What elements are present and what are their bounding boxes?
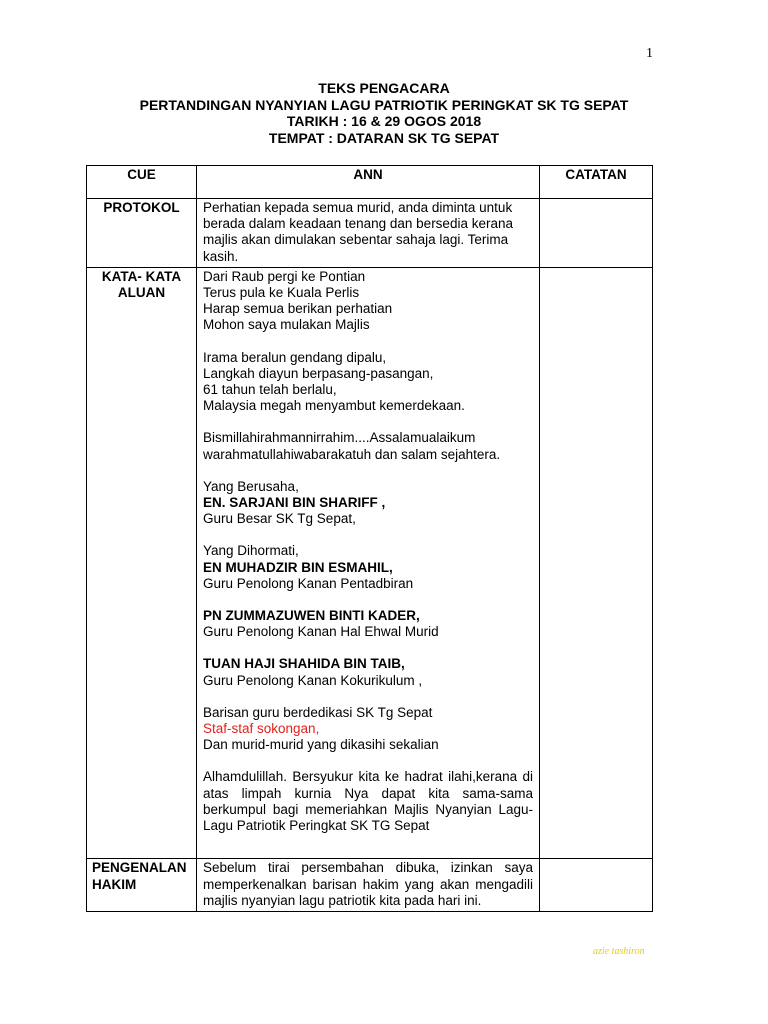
catatan-cell bbox=[540, 267, 653, 858]
cue-label-line2: HAKIM bbox=[92, 876, 137, 892]
audience-line-highlight: Staf-staf sokongan, bbox=[203, 721, 320, 737]
header-event: PERTANDINGAN NYANYIAN LAGU PATRIOTIK PERINGKAT SK TG SEPAT bbox=[139, 96, 629, 113]
header-venue: TEMPAT : DATARAN SK TG SEPAT bbox=[268, 129, 500, 146]
salam-line: Bismillahirahmannirrahim....Assalamualaikum bbox=[203, 430, 476, 446]
vip-greeting: Yang Berusaha, bbox=[203, 478, 299, 494]
pantun-line: Malaysia megah menyambut kemerdekaan. bbox=[203, 398, 465, 414]
audience-line: Dan murid-murid yang dikasihi sekalian bbox=[203, 737, 439, 753]
closing-paragraph bbox=[203, 769, 533, 834]
table-row bbox=[87, 199, 653, 268]
pantun-line: Langkah diayun berpasang-pasangan, bbox=[203, 365, 434, 381]
column-header-catatan: CATATAN bbox=[540, 166, 653, 199]
vip-title: Guru Besar SK Tg Sepat, bbox=[203, 511, 356, 527]
audience-greeting bbox=[203, 705, 533, 754]
cue-label-line1: KATA- KATA bbox=[101, 268, 182, 284]
pantun-line: 61 tahun telah berlalu, bbox=[203, 382, 337, 398]
ann-pengenalan-hakim-text: Sebelum tirai persembahan dibuka, izinkan saya memperkenalkan barisan hakim yang akan mengadili majlis nyanyian lagu patriotik kita pada hari ini. bbox=[203, 860, 533, 908]
ann-protokol bbox=[197, 199, 540, 268]
pantun-line: Dari Raub pergi ke Pontian bbox=[203, 268, 366, 284]
document-header bbox=[0, 80, 768, 146]
vip-gpk-pentadbiran bbox=[203, 543, 533, 592]
cue-kata-kata-aluan bbox=[87, 267, 197, 858]
author-signature: azie tashiron bbox=[593, 946, 645, 957]
audience-line: Barisan guru berdedikasi SK Tg Sepat bbox=[203, 704, 433, 720]
table-row bbox=[87, 267, 653, 858]
catatan-cell bbox=[540, 859, 653, 912]
column-header-cue: CUE bbox=[87, 166, 197, 199]
cue-label-line2: ALUAN bbox=[117, 285, 166, 301]
ann-kata-kata-aluan bbox=[197, 267, 540, 858]
pantun-line: Harap semua berikan perhatian bbox=[203, 301, 393, 317]
column-header-ann: ANN bbox=[197, 166, 540, 199]
vip-name: EN MUHADZIR BIN ESMAHIL, bbox=[203, 559, 393, 575]
header-date: TARIKH : 16 & 29 OGOS 2018 bbox=[286, 113, 482, 129]
pantun-line: Terus pula ke Kuala Perlis bbox=[203, 285, 360, 301]
vip-gpk-kokurikulum bbox=[203, 656, 533, 688]
vip-guru-besar bbox=[203, 479, 533, 528]
pantun-line: Irama beralun gendang dipalu, bbox=[203, 349, 387, 365]
ann-pengenalan-hakim bbox=[197, 859, 540, 912]
pantun-2 bbox=[203, 350, 533, 415]
closing-text: Alhamdulillah. Bersyukur kita ke hadrat ilahi,kerana di atas limpah kurnia Nya dapat kita sama-sama berkumpul bagi memeriahkan Majlis Nyanyian Lagu-Lagu Patriotik Peringkat SK TG Sepat bbox=[203, 769, 533, 834]
table-row bbox=[87, 859, 653, 912]
vip-name: TUAN HAJI SHAHIDA BIN TAIB, bbox=[203, 656, 405, 672]
salam-greeting bbox=[203, 430, 533, 462]
table-header-row bbox=[87, 166, 653, 199]
salam-line: warahmatullahiwabarakatuh dan salam sejahtera. bbox=[203, 446, 501, 462]
cue-pengenalan-hakim bbox=[87, 859, 197, 912]
vip-name: EN. SARJANI BIN SHARIFF , bbox=[203, 495, 386, 511]
cue-label-line1: PENGENALAN bbox=[92, 860, 187, 876]
vip-title: Guru Penolong Kanan Pentadbiran bbox=[203, 575, 414, 591]
cue-protokol: PROTOKOL bbox=[87, 199, 197, 268]
header-title: TEKS PENGACARA bbox=[318, 80, 450, 96]
ann-protokol-text: Perhatian kepada semua murid, anda diminta untuk berada dalam keadaan tenang dan bersedia kerana majlis akan dimulakan sebentar sahaja lagi. Terima kasih. bbox=[203, 200, 513, 264]
pantun-line: Mohon saya mulakan Majlis bbox=[203, 317, 370, 333]
vip-title: Guru Penolong Kanan Hal Ehwal Murid bbox=[203, 624, 439, 640]
vip-title: Guru Penolong Kanan Kokurikulum , bbox=[203, 672, 423, 688]
script-table bbox=[86, 165, 653, 912]
page-number: 1 bbox=[646, 46, 653, 61]
vip-name: PN ZUMMAZUWEN BINTI KADER, bbox=[203, 608, 420, 624]
catatan-cell bbox=[540, 199, 653, 268]
pantun-1 bbox=[203, 269, 533, 334]
vip-gpk-hem bbox=[203, 608, 533, 640]
vip-greeting: Yang Dihormati, bbox=[203, 543, 299, 559]
